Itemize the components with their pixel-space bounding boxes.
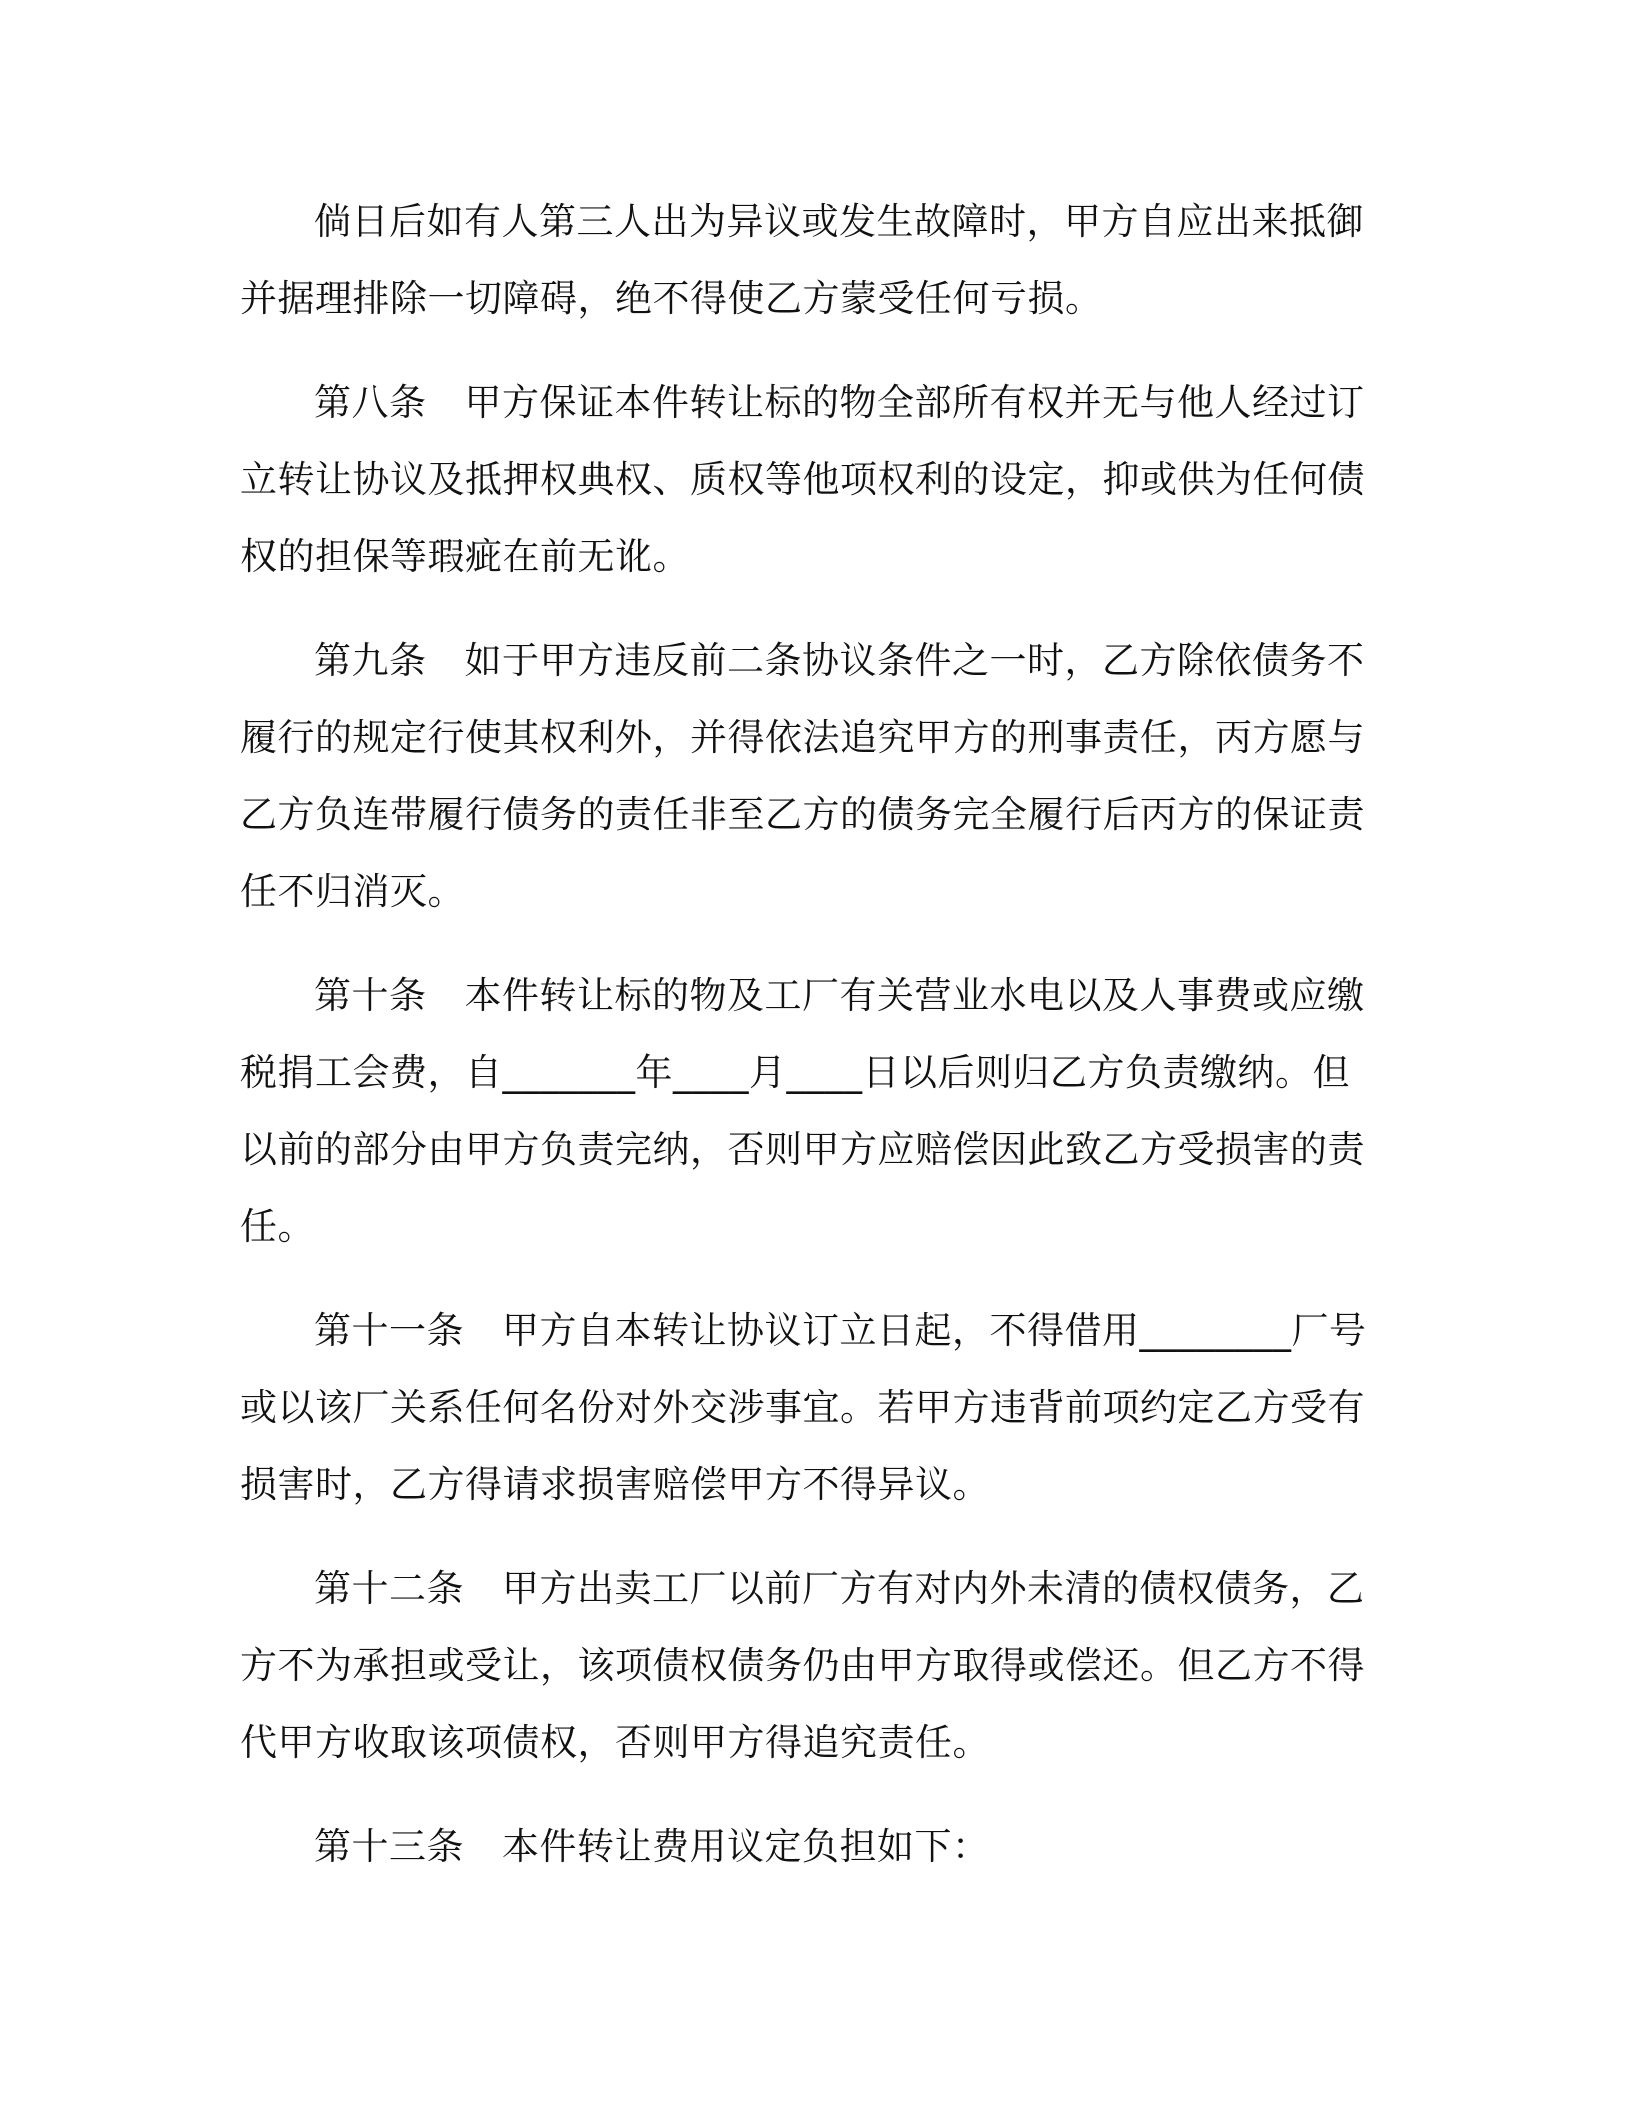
paragraph-line: 方不为承担或受让，该项债权债务仍由甲方取得或偿还。但乙方不得 [240,1644,1365,1687]
paragraph-line: 或以该厂关系任何名份对外交涉事宜。若甲方违背前项约定乙方受有 [240,1386,1365,1429]
paragraph-line: 并据理排除一切障碍，绝不得使乙方蒙受任何亏损。 [240,277,1103,320]
paragraph-line: 本件转让标的物及工厂有关营业水电以及人事费或应缴 [464,974,1365,1017]
article-11 [240,1292,1370,1523]
article-13 [240,1808,1370,1885]
article-number: 第八条 [314,381,427,424]
paragraph-line: 甲方自本转让协议订立日起，不得借用________厂号 [502,1309,1367,1352]
article-9 [240,622,1370,930]
paragraph-line: 本件转让费用议定负担如下： [502,1825,990,1868]
paragraph-line: 倘日后如有人第三人出为异议或发生故障时，甲方自应出来抵御 [314,200,1364,243]
article-number: 第十三条 [314,1825,464,1868]
paragraph-line: 税捐工会费，自_______年____月____日以后则归乙方负责缴纳。但 [240,1051,1350,1094]
paragraph-continuation [240,183,1370,337]
paragraph-line: 乙方负连带履行债务的责任非至乙方的债务完全履行后丙方的保证责 [240,793,1365,836]
article-number: 第十二条 [314,1567,464,1610]
paragraph-line: 如于甲方违反前二条协议条件之一时，乙方除依债务不 [464,639,1365,682]
paragraph-line: 履行的规定行使其权利外，并得依法追究甲方的刑事责任，丙方愿与 [240,716,1365,759]
article-number: 第九条 [314,639,427,682]
paragraph-line: 立转让协议及抵押权典权、质权等他项权利的设定，抑或供为任何债 [240,458,1365,501]
article-number: 第十条 [314,974,427,1017]
article-number: 第十一条 [314,1309,464,1352]
article-12 [240,1550,1370,1781]
paragraph-line: 以前的部分由甲方负责完纳，否则甲方应赔偿因此致乙方受损害的责 [240,1128,1365,1171]
paragraph-line: 任。 [240,1205,315,1248]
paragraph-line: 损害时，乙方得请求损害赔偿甲方不得异议。 [240,1463,990,1506]
article-8 [240,364,1370,595]
article-10 [240,957,1370,1265]
paragraph-line: 甲方出卖工厂以前厂方有对内外未清的债权债务，乙 [502,1567,1365,1610]
paragraph-line: 权的担保等瑕疵在前无讹。 [240,535,690,578]
paragraph-line: 代甲方收取该项债权，否则甲方得追究责任。 [240,1721,990,1764]
paragraph-line: 甲方保证本件转让标的物全部所有权并无与他人经过订 [464,381,1365,424]
contract-body [240,183,1370,1912]
paragraph-line: 任不归消灭。 [240,870,465,913]
